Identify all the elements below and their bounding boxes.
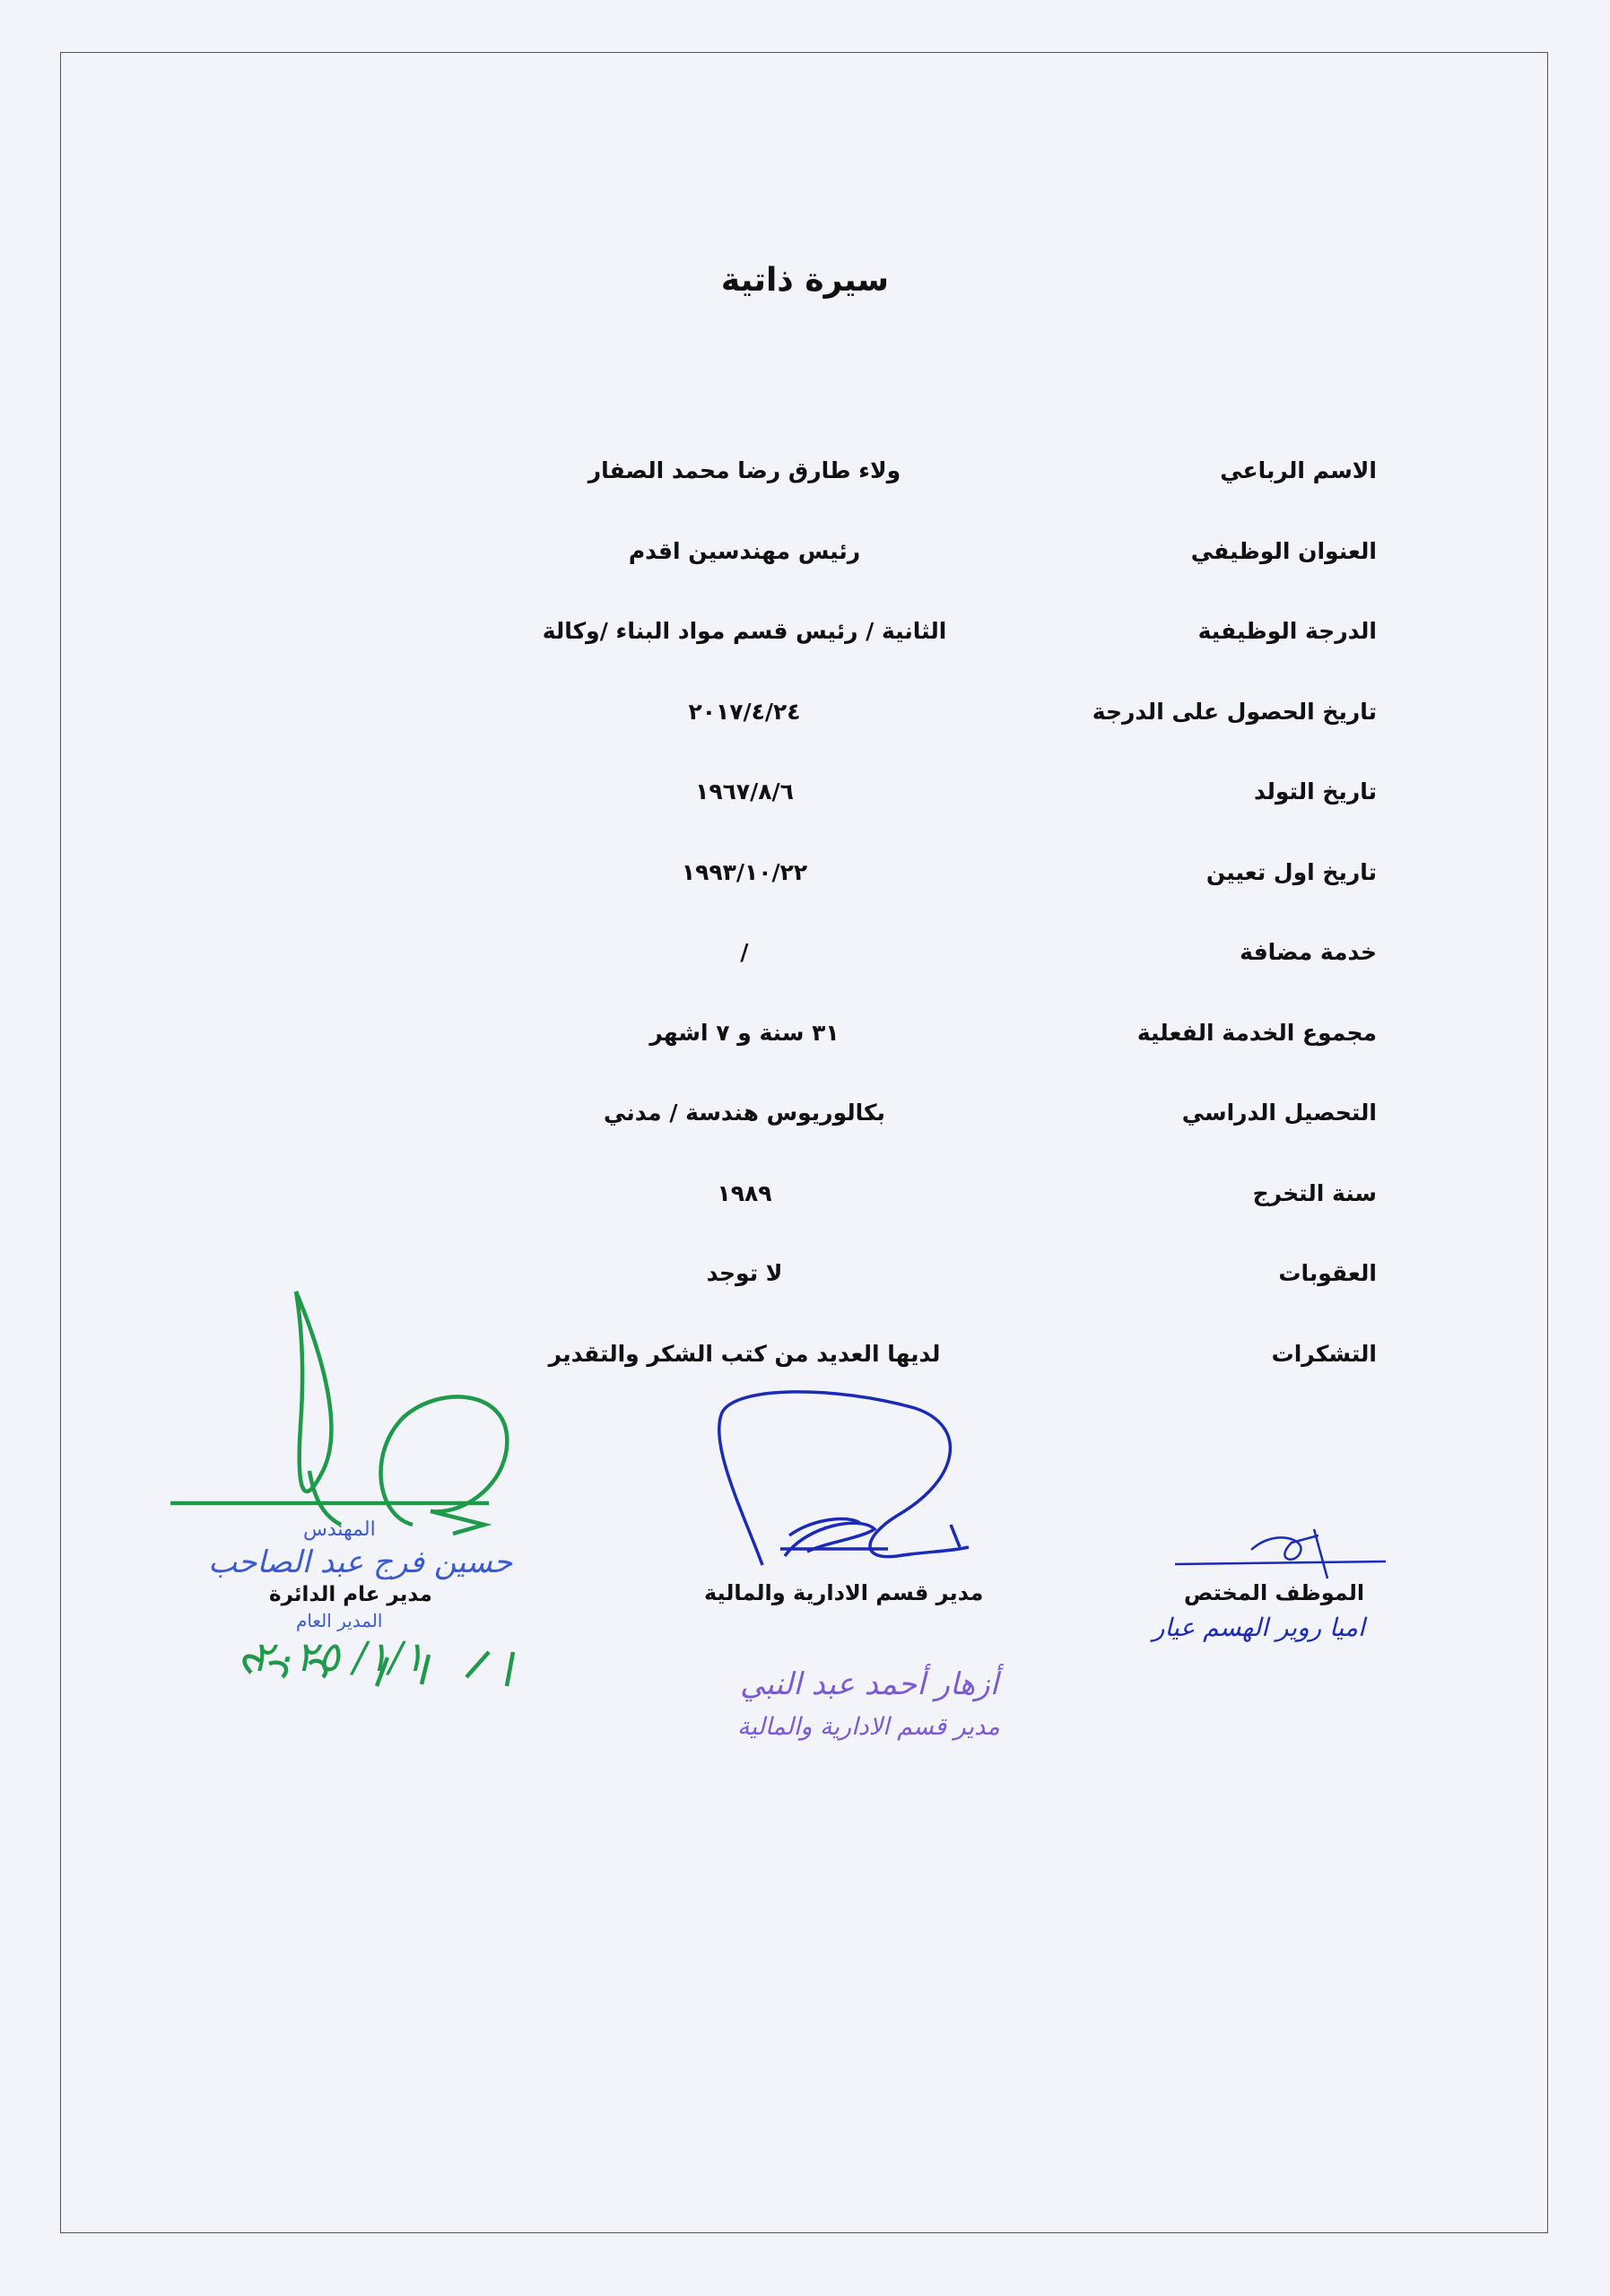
- general-manager-title: مدير عام الدائرة: [269, 1583, 432, 1606]
- field-label: سنة التخرج: [1252, 1179, 1377, 1206]
- field-value: ٣١ سنة و ٧ اشهر: [649, 1019, 840, 1046]
- employee-title: الموظف المختص: [1184, 1580, 1365, 1605]
- field-label: الاسم الرباعي: [1220, 457, 1377, 483]
- document-title: سيرة ذاتية: [720, 262, 890, 299]
- field-value: ١٩٩٣/١٠/٢٢: [681, 858, 808, 885]
- general-manager-date: ١/١/ ٢٠٢٥: [251, 1632, 425, 1681]
- field-label: التشكرات: [1271, 1340, 1377, 1367]
- field-value: لا توجد: [706, 1260, 783, 1286]
- field-label: تاريخ اول تعيين: [1205, 858, 1377, 885]
- field-value: ١٩٨٩: [717, 1179, 772, 1206]
- general-manager-stamp-role: المدير العام: [296, 1610, 383, 1631]
- field-label: الدرجة الوظيفية: [1197, 618, 1377, 644]
- field-value: رئيس مهندسين اقدم: [628, 537, 861, 564]
- field-value: /: [740, 939, 749, 965]
- employee-signature: [1175, 1529, 1386, 1578]
- field-label: خدمة مضافة: [1240, 939, 1377, 965]
- field-value: لديها العديد من كتب الشكر والتقدير: [548, 1340, 941, 1367]
- field-value: الثانية / رئيس قسم مواد البناء /وكالة: [542, 618, 947, 644]
- field-label: تاريخ التولد: [1254, 778, 1377, 804]
- admin-manager-stamp-name: أزهار أحمد عبد النبي: [740, 1666, 999, 1702]
- field-label: تاريخ الحصول على الدرجة: [1092, 698, 1377, 725]
- field-value: بكالوريوس هندسة / مدني: [604, 1100, 885, 1126]
- general-manager-stamp-name: حسين فرج عبد الصاحب: [208, 1544, 513, 1580]
- field-value: ١٩٦٧/٨/٦: [695, 778, 794, 804]
- admin-manager-stamp-title: مدير قسم الادارية والمالية: [737, 1713, 1000, 1741]
- field-label: العنوان الوظيفي: [1190, 537, 1377, 564]
- field-label: التحصيل الدراسي: [1181, 1100, 1377, 1126]
- admin-manager-title: مدير قسم الادارية والمالية: [704, 1580, 984, 1605]
- field-label: العقوبات: [1278, 1260, 1377, 1286]
- field-value: ٢٠١٧/٤/٢٤: [688, 698, 801, 725]
- general-manager-stamp-prefix: المهندس: [303, 1518, 376, 1541]
- field-value: ولاء طارق رضا محمد الصفار: [587, 457, 901, 483]
- field-label: مجموع الخدمة الفعلية: [1136, 1019, 1377, 1046]
- admin-manager-signature: [719, 1392, 969, 1565]
- employee-handwritten-name: اميا روير الهسم عيار: [1153, 1613, 1365, 1642]
